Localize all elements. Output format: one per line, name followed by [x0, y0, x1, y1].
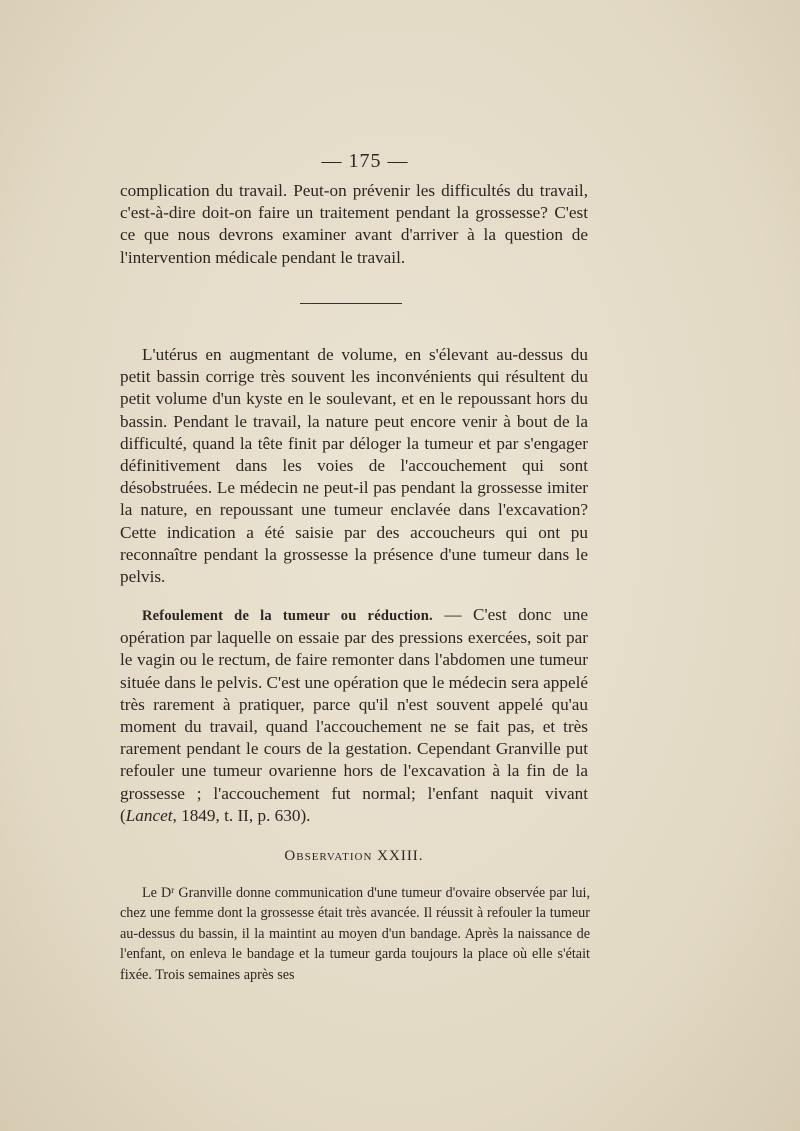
observation-title [0, 848, 708, 865]
citation-rest: , 1849, t. II, p. 630). [172, 805, 311, 825]
section-paragraph [120, 604, 588, 827]
observation-text [120, 880, 590, 985]
section-divider [300, 303, 402, 304]
observation-text-start: Le D [142, 885, 172, 901]
citation-journal: Lancet [125, 805, 173, 825]
paragraph-2-text: L'utérus en augmentant de volume, en s'élevant au-dessus du petit bassin corrige très souvent les inconvénients qui résultent du petit volume d'un kyste en le soulevant, et en le repoussant hors du bassin. Pendant le travail, la nature peut encore venir à bout de la difficulté, quand la tête finit par déloger la tumeur et par s'engager définitivement dans les voies de l'accouchement qui sont désobstruées. Le médecin ne peut-il pas pendant la grossesse imiter la nature, en repoussant une tumeur enclavée dans l'excavation? Cette indication a été saisie par des accoucheurs qui ont pu reconnaître pendant la grossesse la présence d'une tumeur dans le pelvis. [120, 345, 588, 587]
observation-text-rest: Granville donne communication d'une tumeur d'ovaire observée par lui, chez une femme dont la grossesse était très avancée. Il réussit à refouler la tumeur au-dessus du bassin, il la maintint au moyen d'un bandage. Après la naissance de l'enfant, on enleva le bandage et la tumeur garda toujours la place où elle s'était fixée. Trois semaines après ses [120, 885, 590, 983]
paragraph-2 [120, 344, 588, 588]
paragraph-1-text: complication du travail. Peut-on prévenir les difficultés du travail, c'est-à-dire doit-on faire un traitement pendant la grossesse? C'est ce que nous devrons examiner avant d'arriver à la question de l'intervention médicale pendant le travail. [120, 181, 588, 267]
section-refoulement [120, 604, 588, 827]
section-text: — C'est donc une opération par laquelle on essaie par des pressions exercées, soit par le vagin ou le rectum, de faire remonter dans l'abdomen une tumeur située dans le pelvis. C'est une opération que le médecin sera appelé très rarement à pratiquer, parce qu'il n'est souvent appelé qu'au moment du travail, quand l'accouchement ne se fait pas, et très rarement pendant le cours de la gestation. Cependant Granville put refouler une tumeur ovarienne hors de l'excavation à la fin de la grossesse ; l'accouchement fut normal; l'enfant naquit vivant ( [120, 605, 588, 825]
observation-text-sup: r [171, 885, 175, 895]
paragraph-1 [120, 180, 588, 269]
page-number: — 175 — [321, 150, 409, 172]
observation-title-number: XXIII. [377, 848, 424, 864]
observation-body [120, 880, 590, 985]
section-heading: Refoulement de la tumeur ou réduction. [142, 608, 433, 624]
observation-title-word: Observation [284, 848, 373, 864]
